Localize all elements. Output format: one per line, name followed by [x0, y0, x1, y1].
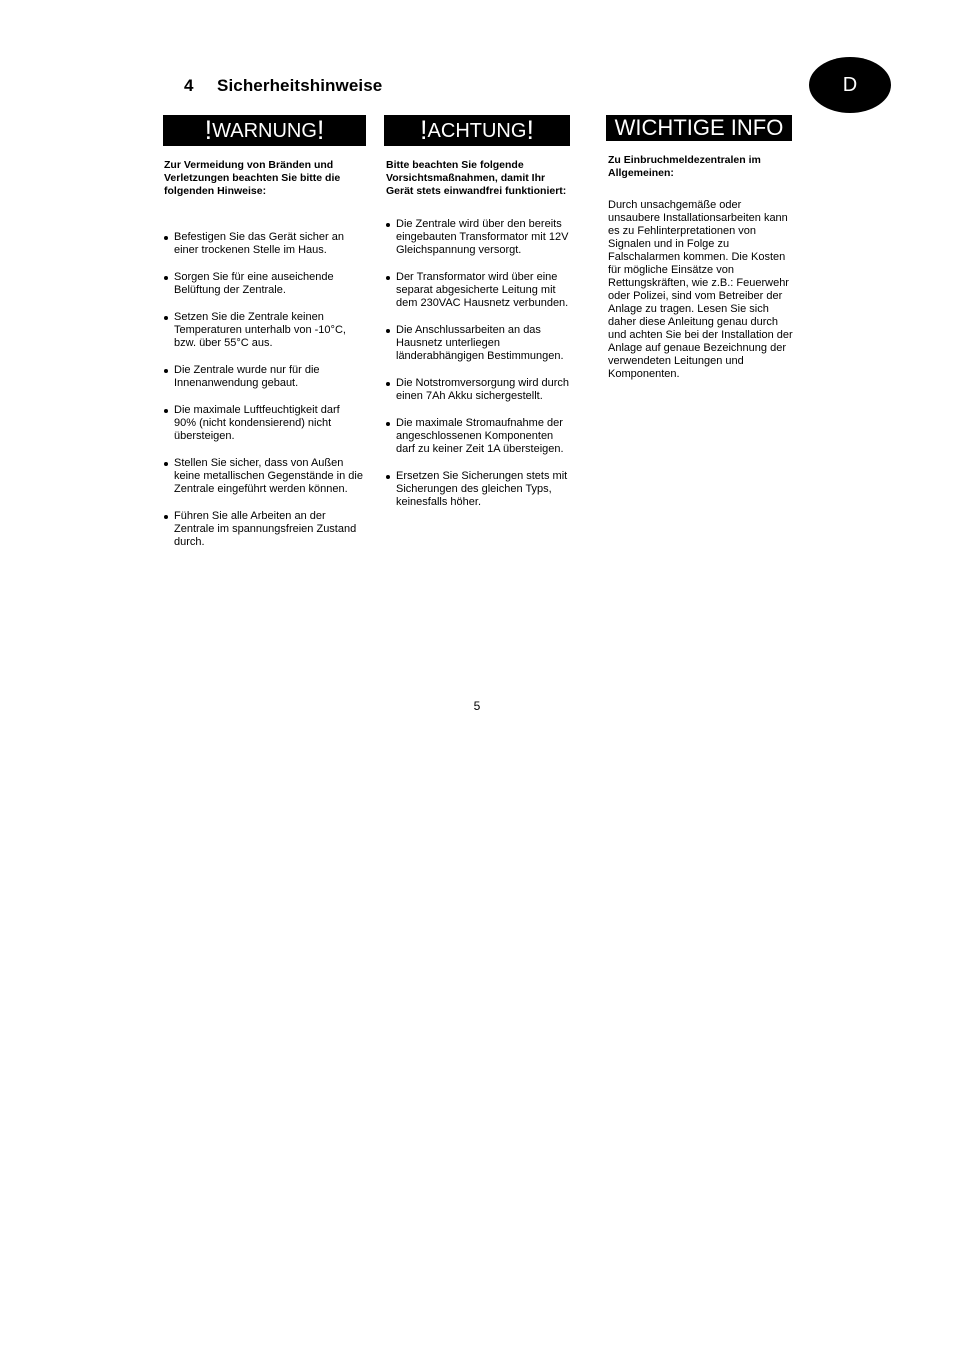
list-item: Die Zentrale wurde nur für die Innenanwendung gebaut. [164, 364, 364, 390]
warning-banner-label: WARNUNG [212, 119, 317, 142]
list-item: Die Anschlussarbeiten an das Hausnetz unterliegen länderabhängigen Bestimmungen. [386, 324, 571, 363]
list-item: Setzen Sie die Zentrale keinen Temperaturen unterhalb von -10°C, bzw. über 55°C aus. [164, 311, 364, 350]
list-item: Die Notstromversorgung wird durch einen 7Ah Akku sichergestellt. [386, 377, 571, 403]
warning-exclamation: ! [204, 115, 213, 145]
list-item: Führen Sie alle Arbeiten an der Zentrale im spannungsfreien Zustand durch. [164, 510, 364, 549]
info-body: Durch unsachgemäße oder unsaubere Installationsarbeiten kann es zu Fehlinterpretationen von Signalen und in Folge zu Falschalarmen kommen. Die Kosten für mögliche Einsätze von Rettungskräften, wie z.B.: Feuerwehr oder Polizei, sind vom Betreiber der Anlage zu tragen. Lesen Sie sich daher diese Anleitung genau durch und achten Sie bei der Installation der Anlage auf genaue Bezeichnung der verwendeten Leitungen und Komponenten. [608, 199, 793, 380]
caution-exclamation: ! [420, 115, 428, 145]
caution-list [386, 218, 571, 509]
info-column [608, 154, 794, 381]
caution-banner-label: ACHTUNG [427, 119, 527, 142]
warning-list [164, 231, 364, 549]
list-item: Sorgen Sie für eine auseichende Belüftung der Zentrale. [164, 271, 364, 297]
page-number: 5 [473, 699, 481, 713]
warning-exclamation-end: ! [316, 115, 325, 145]
info-intro: Zu Einbruchmeldezentralen im Allgemeinen: [608, 154, 761, 179]
list-item: Der Transformator wird über eine separat abgesicherte Leitung mit dem 230VAC Hausnetz verbunden. [386, 271, 571, 310]
warning-column [164, 159, 364, 563]
section-title: Sicherheitshinweise [217, 76, 383, 95]
list-item: Befestigen Sie das Gerät sicher an einer trockenen Stelle im Haus. [164, 231, 364, 257]
list-item: Die Zentrale wird über den bereits eingebauten Transformator mit 12V Gleichspannung versorgt. [386, 218, 571, 257]
caution-exclamation-end: ! [526, 115, 534, 145]
language-badge [809, 57, 891, 113]
warning-banner [163, 115, 366, 146]
warning-intro: Zur Vermeidung von Bränden und Verletzungen beachten Sie bitte die folgenden Hinweise: [164, 159, 341, 197]
language-badge-label: D [842, 73, 858, 96]
list-item: Die maximale Stromaufnahme der angeschlossenen Komponenten darf zu keiner Zeit 1A übersteigen. [386, 417, 571, 456]
caution-intro: Bitte beachten Sie folgende Vorsichtsmaßnahmen, damit Ihr Gerät stets einwandfrei funktioniert: [386, 159, 567, 197]
list-item: Ersetzen Sie Sicherungen stets mit Sicherungen des gleichen Typs, keinesfalls höher. [386, 470, 571, 509]
info-banner [606, 115, 792, 141]
list-item: Stellen Sie sicher, dass von Außen keine metallischen Gegenstände in die Zentrale eingeführt werden können. [164, 457, 364, 496]
section-number: 4 [184, 76, 194, 95]
caution-banner [384, 115, 570, 146]
info-banner-label: WICHTIGE INFO [614, 115, 784, 140]
caution-column [386, 159, 571, 523]
list-item: Die maximale Luftfeuchtigkeit darf 90% (nicht kondensierend) nicht übersteigen. [164, 404, 364, 443]
section-heading [184, 76, 382, 96]
